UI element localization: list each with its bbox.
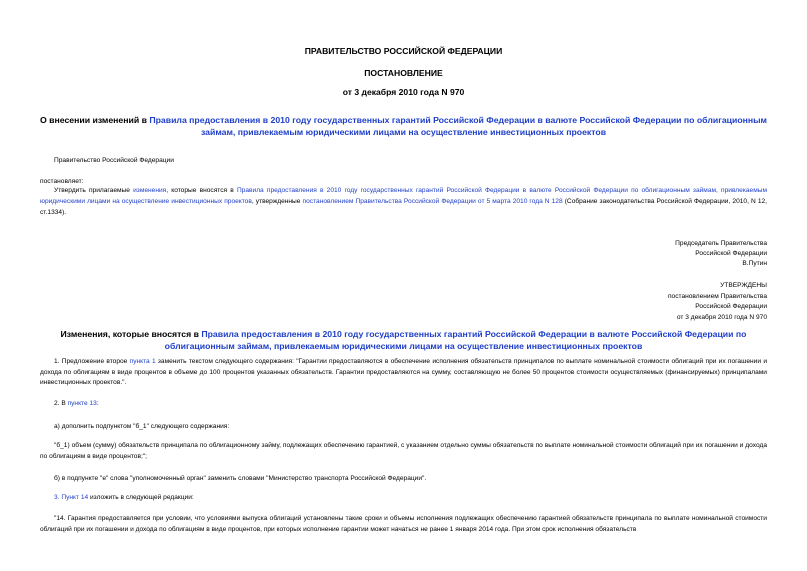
signature-position: Председатель Правительства <box>675 240 767 247</box>
approve-paragraph: Утвердить прилагаемые изменения, которые вносятся в Правила предоставления в 2010 году государственных гарантий Российской Федерации в валюте Российской Федерации по облигационным займам, привлекаемым юридическими лицами на осуществление инвестиционных проектов, утвержденные постановлением Правительства Российской Федерации от 5 марта 2010 года N 128 (Собрание законодательства Российской Федерации, 2010, N 12, ст.1334). <box>40 187 767 216</box>
rules-link[interactable]: Правила предоставления в 2010 году государственных гарантий Российской Федерации в валюте Российской Федерации по облигационным займам, привлекаемым юридическими лицами на осуществление инвестиционных проектов <box>40 187 767 205</box>
signature-block <box>675 239 767 269</box>
document-type: ПОСТАНОВЛЕНИЕ <box>364 68 443 78</box>
item-2a-quote: "б_1) объем (сумму) обязательств принципала по облигационному займу, подлежащих обеспечению гарантией, с указанием отдельно суммы обязательств по выплате номинальной стоимости облигаций при их погашении и дохода по облигациям в виде процентов;"; <box>40 442 767 460</box>
approved-date: от 3 декабря 2010 года N 970 <box>676 313 767 321</box>
item-3: 3. Пункт 14 изложить в следующей редакции: <box>54 494 194 501</box>
government-line: Правительство Российской Федерации <box>54 157 174 164</box>
item-2: 2. В пункте 13: <box>54 400 99 407</box>
item-1-link[interactable]: пункта 1 <box>129 358 156 365</box>
approved-label: УТВЕРЖДЕНЫ <box>720 282 767 289</box>
approved-country: Российской Федерации <box>695 303 767 310</box>
decides-line: постановляет: <box>40 178 84 185</box>
item-2a: а) дополнить подпунктом "б_1" следующего содержания: <box>54 423 230 430</box>
approved-by: постановлением Правительства <box>667 292 767 300</box>
title-prefix: О внесении изменений в <box>40 115 150 125</box>
item-3-quote: "14. Гарантия предоставляется при условии, что условиями выпуска облигаций установлены такие сроки и объемы исполнения подлежащих обеспечению гарантией обязательств принципала по выплате номинальной стоимости облигаций при их погашении и дохода по облигациям в виде процентов, при которых исполнение гарантии может начаться не ранее 1 января 2014 года. При этом срок исполнения обязательств <box>40 515 767 533</box>
decree-link[interactable]: постановлением Правительства Российской Федерации от 5 марта 2010 года N 128 <box>302 198 563 205</box>
changes-title-rules-link[interactable]: Правила предоставления в 2010 году государственных гарантий Российской Федерации в валюте Российской Федерации по облигационным займам, привлекаемым юридическими лицами на осуществление инвестиционных проектов <box>164 329 747 351</box>
item-3-number-link[interactable]: 3. <box>54 494 62 501</box>
changes-link[interactable]: изменения <box>133 187 167 194</box>
item-2-link[interactable]: пункте 13 <box>67 400 97 407</box>
signature-name: В.Путин <box>742 260 767 267</box>
document-date: от 3 декабря 2010 года N 970 <box>342 87 465 97</box>
item-3-link[interactable]: Пункт 14 <box>61 494 89 501</box>
title-rules-link[interactable]: Правила предоставления в 2010 году государственных гарантий Российской Федерации в валюте Российской Федерации по облигационным займам, привлекаемым юридическими лицами на осуществление инвестиционных проектов <box>149 115 767 137</box>
changes-title-prefix: Изменения, которые вносятся в <box>60 329 202 339</box>
government-heading: ПРАВИТЕЛЬСТВО РОССИЙСКОЙ ФЕДЕРАЦИИ <box>304 46 503 56</box>
item-1: 1. Предложение второе пункта 1 заменить текстом следующего содержания: "Гарантии предоставляются в обеспечение исполнения обязательств принципалов по выплате номинальной стоимости облигаций при их погашении и дохода по облигациям в виде процентов в объеме до 100 процентов указанных обязательств. Гарантии предоставляются на сумму, составляющую не более 50 процентов стоимости осуществляемых (финансируемых) принципалами инвестиционных проектов.". <box>40 358 767 386</box>
changes-title <box>40 328 767 352</box>
item-2b: б) в подпункте "е" слова "уполномоченный орган" заменить словами "Министерство транспорта Российской Федерации". <box>54 475 427 482</box>
approved-block <box>668 281 767 323</box>
document-title <box>40 114 767 138</box>
signature-country: Российской Федерации <box>695 250 767 257</box>
